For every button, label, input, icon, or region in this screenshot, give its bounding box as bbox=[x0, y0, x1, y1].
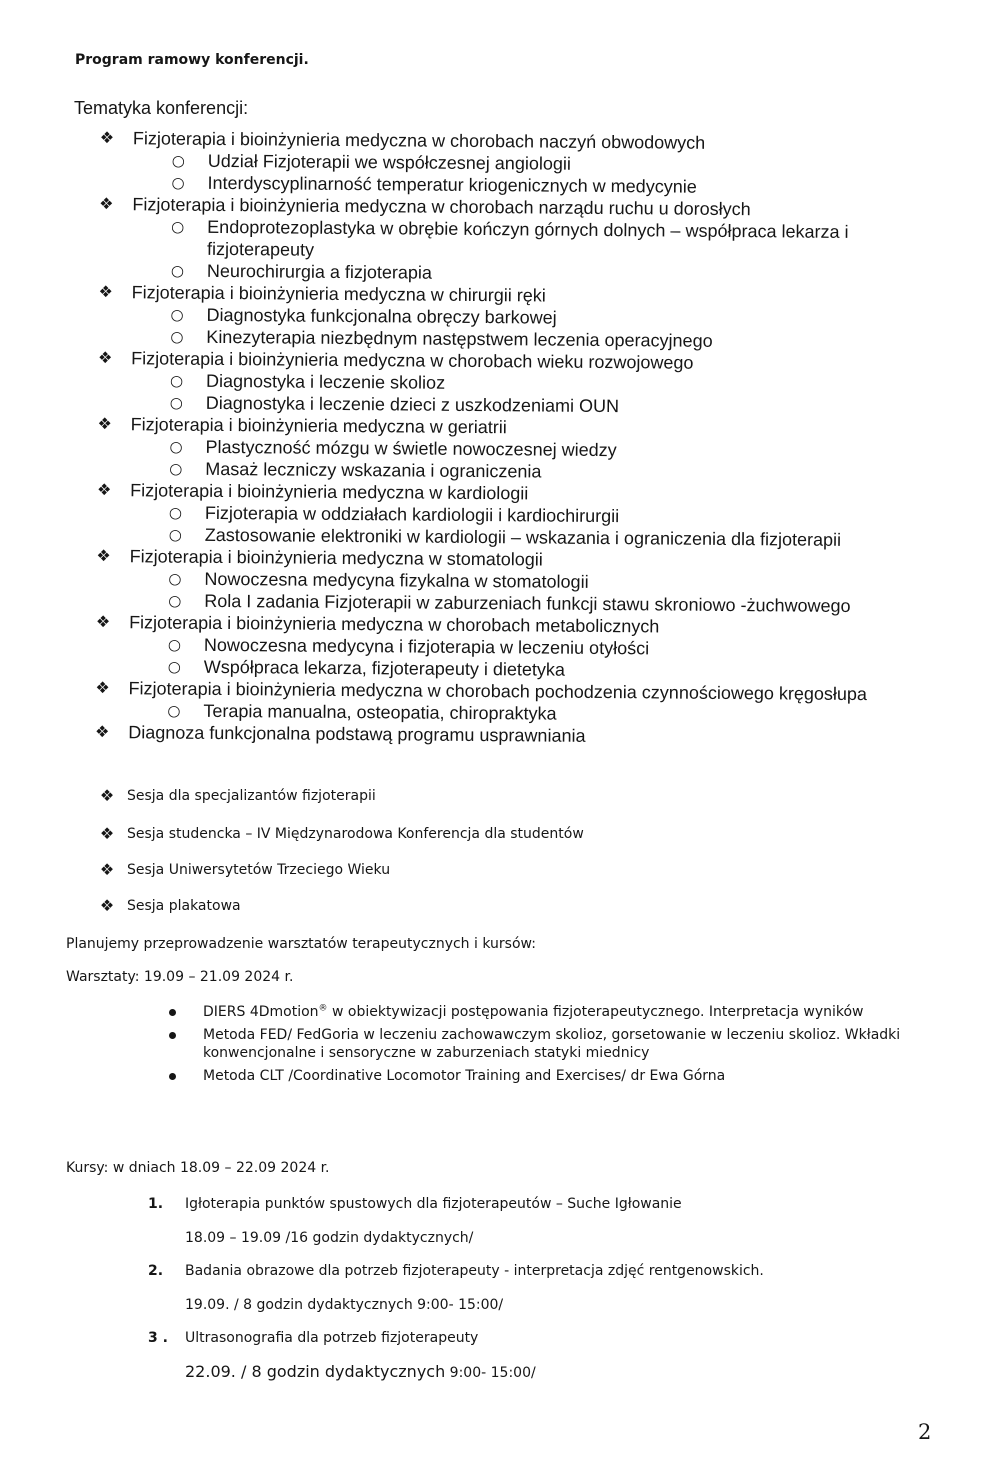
session-text: Sesja studencka – IV Międzynarodowa Konferencja dla studentów bbox=[127, 826, 584, 842]
session-text: Sesja dla specjalizantów fizjoterapii bbox=[127, 788, 376, 804]
topic-title: Fizjoterapia i bioinżynieria medyczna w chirurgii ręki bbox=[131, 282, 546, 306]
subtopic-text: Diagnostyka i leczenie skolioz bbox=[205, 370, 446, 393]
subtopic-text: Udział Fizjoterapii we współczesnej angiologii bbox=[207, 150, 571, 174]
circle-bullet-icon: ○ bbox=[170, 327, 184, 346]
circle-bullet-icon: ○ bbox=[167, 701, 181, 720]
course-schedule bbox=[185, 1363, 908, 1382]
topic-item bbox=[95, 193, 976, 288]
diamond-bullet-icon: ❖ bbox=[99, 786, 115, 805]
circle-bullet-icon: ○ bbox=[168, 591, 182, 610]
subtopic-list bbox=[169, 150, 975, 200]
workshop-product-name: DIERS 4Dmotion bbox=[203, 1004, 319, 1020]
program-heading: Program ramowy konferencji. bbox=[75, 52, 309, 68]
circle-bullet-icon: ○ bbox=[169, 459, 183, 478]
workshop-dates: Warsztaty: 19.09 – 21.09 2024 r. bbox=[66, 969, 294, 985]
subtopic-text: Neurochirurgia a fizjoterapia bbox=[206, 260, 433, 283]
circle-bullet-icon: ○ bbox=[167, 657, 181, 676]
course-time: 9:00- 15:00/ bbox=[445, 1365, 536, 1381]
diamond-bullet-icon: ❖ bbox=[99, 860, 115, 879]
topic-title: Fizjoterapia i bioinżynieria medyczna w stomatologii bbox=[129, 546, 543, 570]
registered-trademark-mark: ® bbox=[318, 1003, 328, 1014]
subtopic-list bbox=[167, 436, 973, 486]
circle-bullet-icon: ○ bbox=[168, 503, 183, 522]
circle-bullet-icon: ○ bbox=[171, 217, 185, 236]
topic-item bbox=[95, 127, 975, 200]
session-item bbox=[96, 861, 827, 879]
course-number: 1. bbox=[148, 1196, 164, 1212]
topic-item bbox=[94, 281, 974, 354]
topic-title: Fizjoterapia i bioinżynieria medyczna w chorobach pochodzenia czynnościowego kręgosłupa bbox=[128, 678, 868, 705]
subtopic-text: Diagnostyka funkcjonalna obręczy barkowej bbox=[206, 304, 557, 328]
workshop-item bbox=[168, 1026, 928, 1062]
circle-bullet-icon: ○ bbox=[170, 305, 184, 324]
topic-item bbox=[92, 611, 972, 684]
topic-title: Fizjoterapia i bioinżynieria medyczna w chorobach wieku rozwojowego bbox=[131, 348, 694, 373]
circle-bullet-icon: ○ bbox=[170, 261, 185, 280]
session-text: Sesja plakatowa bbox=[127, 898, 241, 914]
circle-bullet-icon: ○ bbox=[167, 635, 182, 654]
conference-topics-label: Tematyka konferencji: bbox=[74, 98, 249, 118]
subtopic-list bbox=[166, 634, 972, 684]
diamond-bullet-icon: ❖ bbox=[99, 128, 115, 148]
topic-title: Fizjoterapia i bioinżynieria medyczna w chorobach naczyń obwodowych bbox=[132, 128, 706, 153]
topic-title: Fizjoterapia i bioinżynieria medyczna w chorobach narządu ruchu u dorosłych bbox=[132, 194, 751, 220]
subtopic-text: Terapia manualna, osteopatia, chiropraktyka bbox=[203, 700, 557, 724]
subtopic-list bbox=[167, 502, 973, 552]
diamond-bullet-icon: ❖ bbox=[97, 414, 112, 434]
subtopic-text: Endoprotezoplastyka w obrębie kończyn górnych dolnych – współpraca lekarza i fizjoterapeuty bbox=[206, 216, 849, 260]
diamond-bullet-icon: ❖ bbox=[95, 612, 111, 632]
subtopic-list bbox=[168, 304, 974, 354]
subtopic-text: Masaż leczniczy wskazania i ograniczenia bbox=[205, 458, 542, 482]
course-list bbox=[148, 1195, 908, 1382]
page-number: 2 bbox=[918, 1420, 932, 1444]
course-schedule: 19.09. / 8 godzin dydaktycznych 9:00- 15:00/ bbox=[185, 1297, 504, 1313]
subtopic-list bbox=[166, 568, 972, 618]
workshop-item bbox=[168, 1067, 928, 1085]
subtopic-text: Diagnostyka i leczenie dzieci z uszkodzeniami OUN bbox=[205, 392, 620, 417]
course-number: 3 . bbox=[148, 1330, 168, 1346]
diamond-bullet-icon: ❖ bbox=[96, 480, 112, 500]
course-number: 2. bbox=[148, 1263, 164, 1279]
subtopic-text: Fizjoterapia w oddziałach kardiologii i kardiochirurgii bbox=[204, 502, 620, 527]
topic-item bbox=[91, 677, 971, 728]
diamond-bullet-icon: ❖ bbox=[96, 546, 111, 566]
subtopic-text: Plastyczność mózgu w świetle nowoczesnej wiedzy bbox=[205, 436, 617, 461]
session-text: Sesja Uniwersytetów Trzeciego Wieku bbox=[127, 862, 391, 878]
subtopic-text: Kinezyterapia niezbędnym następstwem leczenia operacyjnego bbox=[206, 326, 713, 351]
subtopic-list bbox=[169, 216, 975, 288]
session-item bbox=[96, 897, 827, 915]
round-bullet-icon bbox=[169, 1009, 176, 1016]
diamond-bullet-icon: ❖ bbox=[98, 282, 113, 302]
workshop-text: Metoda FED/ FedGoria w leczeniu zachowawczym skolioz, gorsetowanie w leczeniu skolioz. Wkładki konwencjonalne i sensoryczne w zaburzeniach statyki miednicy bbox=[203, 1027, 901, 1061]
diamond-bullet-icon: ❖ bbox=[95, 678, 110, 698]
subtopic-text: Nowoczesna medycyna i fizjoterapia w leczeniu otyłości bbox=[203, 634, 650, 659]
course-item bbox=[148, 1195, 908, 1247]
course-item bbox=[148, 1262, 908, 1314]
topic-title: Diagnoza funkcjonalna podstawą programu usprawniania bbox=[128, 722, 586, 746]
diamond-bullet-icon: ❖ bbox=[99, 896, 115, 915]
circle-bullet-icon: ○ bbox=[169, 437, 183, 456]
topic-title: Fizjoterapia i bioinżynieria medyczna w geriatrii bbox=[130, 414, 507, 438]
diamond-bullet-icon: ❖ bbox=[95, 722, 110, 742]
workshop-text: w obiektywizacji postępowania fizjoterapeutycznego. Interpretacja wyników bbox=[327, 1004, 864, 1020]
workshop-text: Metoda CLT /Coordinative Locomotor Training and Exercises/ dr Ewa Górna bbox=[203, 1068, 726, 1084]
circle-bullet-icon: ○ bbox=[168, 525, 182, 544]
subtopic-text: Nowoczesna medycyna fizykalna w stomatologii bbox=[204, 568, 589, 592]
workshop-list bbox=[168, 1003, 928, 1085]
course-title: Ultrasonografia dla potrzeb fizjoterapeuty bbox=[185, 1330, 479, 1346]
session-item bbox=[96, 787, 827, 805]
workshops-and-courses-intro: Planujemy przeprowadzenie warsztatów terapeutycznych i kursów: bbox=[66, 936, 536, 952]
circle-bullet-icon: ○ bbox=[168, 569, 182, 588]
topic-title: Fizjoterapia i bioinżynieria medyczna w chorobach metabolicznych bbox=[129, 612, 660, 637]
diamond-bullet-icon: ❖ bbox=[99, 824, 115, 843]
subtopic-text: Interdyscyplinarność temperatur kriogenicznych w medycynie bbox=[207, 172, 697, 197]
subtopic-text: Rola I zadania Fizjoterapii w zaburzeniach funkcji stawu skroniowo -żuchwowego bbox=[204, 590, 851, 616]
round-bullet-icon bbox=[169, 1073, 176, 1080]
course-title: Badania obrazowe dla potrzeb fizjoterapeuty - interpretacja zdjęć rentgenowskich. bbox=[185, 1263, 764, 1279]
topic-item bbox=[92, 545, 972, 618]
subtopic-text: Zastosowanie elektroniki w kardiologii – wskazania i ograniczenia dla fizjoterapii bbox=[204, 524, 842, 550]
course-dates: Kursy: w dniach 18.09 – 22.09 2024 r. bbox=[66, 1160, 330, 1176]
topic-title: Fizjoterapia i bioinżynieria medyczna w kardiologii bbox=[130, 480, 529, 504]
subtopic-text: Współpraca lekarza, fizjoterapeuty i dietetyka bbox=[203, 656, 566, 680]
subtopic-list bbox=[168, 370, 974, 420]
course-schedule: 18.09 – 19.09 /16 godzin dydaktycznych/ bbox=[185, 1230, 474, 1246]
topic-item bbox=[93, 413, 973, 486]
circle-bullet-icon: ○ bbox=[171, 173, 185, 192]
conference-topic-list bbox=[91, 127, 976, 750]
course-item bbox=[148, 1329, 908, 1382]
session-item bbox=[96, 825, 827, 843]
topic-item bbox=[94, 347, 974, 420]
circle-bullet-icon: ○ bbox=[169, 393, 184, 412]
circle-bullet-icon: ○ bbox=[171, 151, 185, 170]
circle-bullet-icon: ○ bbox=[169, 371, 184, 390]
workshop-item bbox=[168, 1003, 928, 1021]
topic-item bbox=[93, 479, 973, 552]
course-date-and-duration: 22.09. / 8 godzin dydaktycznych bbox=[185, 1362, 446, 1381]
diamond-bullet-icon: ❖ bbox=[99, 194, 114, 214]
course-title: Igłoterapia punktów spustowych dla fizjoterapeutów – Suche Igłowanie bbox=[185, 1196, 682, 1212]
subtopic-item bbox=[169, 216, 897, 266]
diamond-bullet-icon: ❖ bbox=[97, 348, 113, 368]
round-bullet-icon bbox=[169, 1032, 176, 1039]
